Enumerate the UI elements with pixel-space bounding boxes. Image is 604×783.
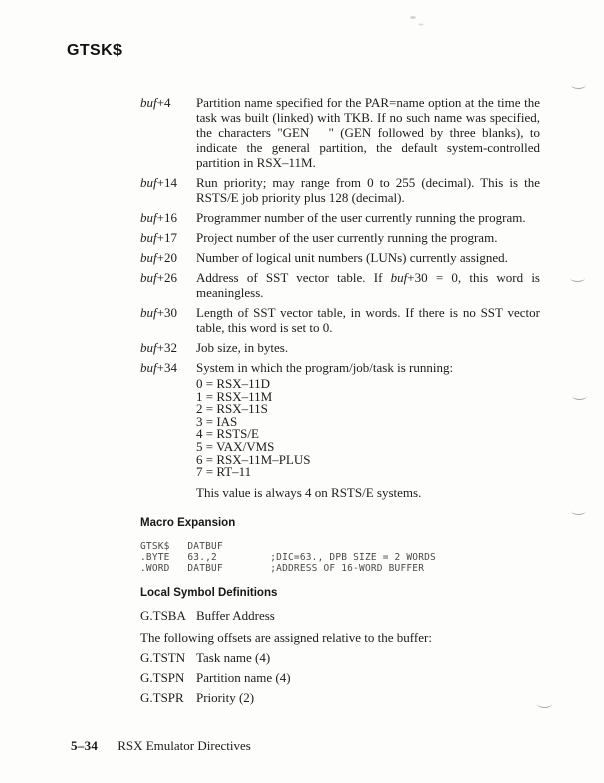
macro-code-line: GTSK$ DATBUF — [140, 540, 223, 552]
symbol-definition-row — [140, 690, 540, 705]
scan-mark — [571, 83, 586, 89]
scan-mark — [572, 394, 587, 400]
page-footer — [71, 738, 251, 754]
symbol-description: Priority (2) — [196, 689, 255, 705]
system-code-item: 7 = RT–11 — [196, 464, 252, 480]
offset-description: Project number of the user currently running the program. — [196, 230, 498, 245]
offset-label: buf+32 — [140, 340, 177, 355]
scan-smudge — [410, 16, 416, 19]
offset-label: buf+4 — [140, 95, 171, 110]
symbol-name: G.TSPN — [140, 669, 185, 685]
offset-entry — [140, 270, 540, 300]
macro-code-line: .WORD DATBUF ;ADDRESS OF 16-WORD BUFFER — [140, 562, 425, 574]
offset-description: Run priority; may range from 0 to 255 (decimal). This is the RSTS/E job priority plus 128 (decimal). — [196, 175, 540, 205]
content-column — [140, 95, 540, 710]
symbol-description: Task name (4) — [196, 649, 271, 665]
offset-label: buf+16 — [140, 210, 177, 225]
system-code-list — [196, 378, 540, 479]
offset-description: System in which the program/job/task is running: — [196, 360, 454, 375]
directive-heading: GTSK$ — [67, 42, 123, 59]
scan-mark — [571, 509, 586, 515]
system-code-item: 3 = IAS — [196, 413, 238, 429]
offset-description: Job size, in bytes. — [196, 340, 289, 355]
offset-entry — [140, 95, 540, 170]
offset-description: Programmer number of the user currently running the program. — [196, 210, 526, 225]
offset-label: buf+30 — [140, 305, 177, 320]
macro-code-line: .BYTE 63.,2 ;DIC=63., DPB SIZE = 2 WORDS — [140, 551, 436, 563]
system-note: This value is always 4 on RSTS/E systems. — [196, 484, 422, 500]
system-code-item: 4 = RSTS/E — [196, 426, 259, 442]
system-code-item: 1 = RSX–11M — [196, 388, 273, 404]
symbol-name: G.TSTN — [140, 649, 186, 665]
offset-description: Length of SST vector table, in words. If there is no SST vector table, this word is set to 0. — [196, 305, 540, 335]
offset-label: buf+26 — [140, 270, 177, 285]
macro-expansion-heading: Macro Expansion — [140, 516, 236, 529]
offset-label: buf+34 — [140, 360, 177, 375]
macro-code-block — [140, 541, 540, 574]
offset-entry — [140, 340, 540, 355]
footer-title: RSX Emulator Directives — [117, 738, 251, 753]
page-number: 5–34 — [71, 738, 99, 753]
offset-entry — [140, 305, 540, 335]
symbol-definition-row — [140, 608, 540, 623]
local-symbols-heading: Local Symbol Definitions — [140, 586, 278, 599]
symbol-description: Buffer Address — [196, 607, 275, 623]
offset-description: Number of logical unit numbers (LUNs) currently assigned. — [196, 250, 508, 265]
system-code-item: 2 = RSX–11S — [196, 401, 268, 417]
symbol-definition-row — [140, 650, 540, 665]
offsets-note: The following offsets are assigned relative to the buffer: — [140, 629, 432, 645]
symbol-definition-row — [140, 670, 540, 685]
offset-label: buf+14 — [140, 175, 177, 190]
offset-entry — [140, 250, 540, 265]
system-code-item: 6 = RSX–11M–PLUS — [196, 451, 311, 467]
system-code-item: 0 = RSX–11D — [196, 376, 271, 391]
system-code-item: 5 = VAX/VMS — [196, 438, 275, 454]
offset-description: Address of SST vector table. If buf+30 = 0, this word is meaningless. — [196, 270, 540, 300]
symbol-name: G.TSPR — [140, 689, 184, 705]
offset-entry — [140, 360, 540, 375]
offset-description: Partition name specified for the PAR=name option at the time the task was built (linked) with TKB. If no such name was specified, the characters "GEN " (GEN followed by three blanks), to indicate the general partition, the default system-controlled partition in RSX–11M. — [196, 95, 540, 170]
symbol-name: G.TSBA — [140, 607, 186, 623]
offset-label: buf+17 — [140, 230, 177, 245]
offset-entry — [140, 230, 540, 245]
offset-entry — [140, 210, 540, 225]
offset-entry — [140, 175, 540, 205]
scan-mark — [570, 276, 585, 282]
offset-label: buf+20 — [140, 250, 177, 265]
symbol-description: Partition name (4) — [196, 669, 291, 685]
